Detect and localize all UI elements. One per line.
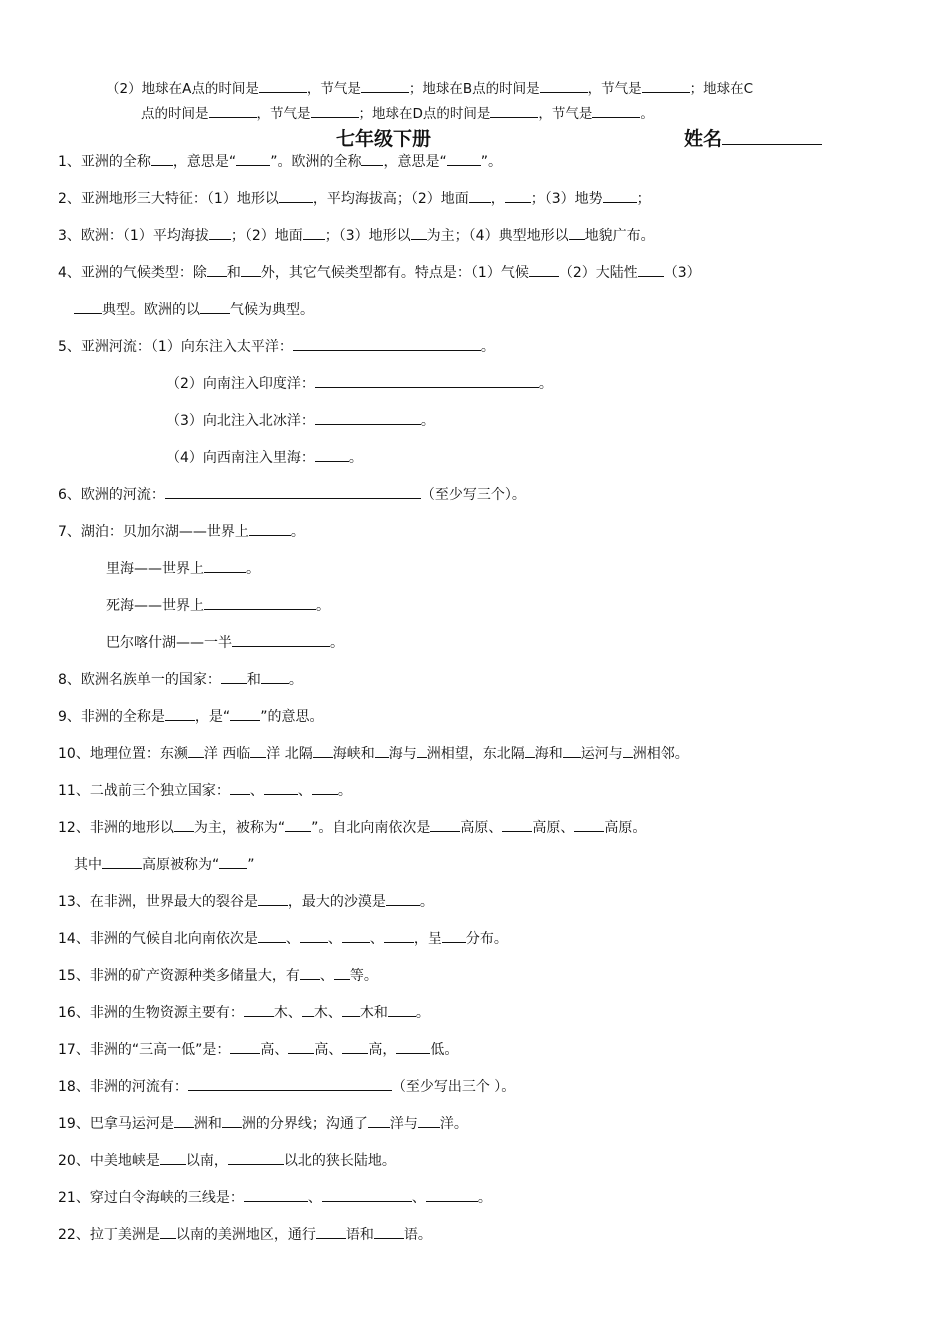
blank[interactable] — [638, 262, 664, 277]
blank[interactable] — [313, 743, 333, 758]
blank[interactable] — [603, 188, 637, 203]
blank[interactable] — [174, 817, 194, 832]
question-8: 8、欧洲名族单一的国家： 和 。 — [58, 669, 303, 690]
blank[interactable] — [374, 1224, 404, 1239]
question-4-line-2: 典型。欧洲的以 气候为典型。 — [74, 299, 314, 320]
blank[interactable] — [259, 78, 307, 93]
blank[interactable] — [502, 817, 532, 832]
blank[interactable] — [642, 78, 690, 93]
blank[interactable] — [258, 928, 286, 943]
question-9: 9、非洲的全称是 ，是“ ”的意思。 — [58, 706, 323, 727]
blank[interactable] — [244, 1187, 308, 1202]
blank[interactable] — [221, 669, 247, 684]
question-1: 1、亚洲的全称 ，意思是“ ”。欧洲的全称 ，意思是“ ”。 — [58, 151, 502, 172]
blank[interactable] — [261, 669, 289, 684]
question-2-line-2: 点的时间是 ，节气是 ；地球在D点的时间是 ，节气是 。 — [141, 103, 654, 124]
blank[interactable] — [623, 743, 633, 758]
question-17: 17、非洲的“三高一低”是： 高、 高、 高， 低。 — [58, 1039, 458, 1060]
question-7-line-1: 7、湖泊：贝加尔湖——世界上 。 — [58, 521, 305, 542]
blank[interactable] — [204, 595, 316, 610]
blank[interactable] — [426, 1187, 478, 1202]
page-title: 七年级下册 — [336, 128, 432, 150]
question-5-line-2: （2）向南注入印度洋： 。 — [166, 373, 553, 394]
blank[interactable] — [232, 632, 330, 647]
name-blank[interactable] — [722, 126, 822, 145]
blank[interactable] — [303, 225, 325, 240]
blank[interactable] — [174, 1113, 194, 1128]
blank[interactable] — [574, 817, 604, 832]
question-20: 20、中美地峡是 以南， 以北的狭长陆地。 — [58, 1150, 396, 1171]
question-5-line-4: （4）向西南注入里海： 。 — [166, 447, 363, 468]
question-5-line-3: （3）向北注入北冰洋： 。 — [166, 410, 435, 431]
blank[interactable] — [293, 336, 481, 351]
question-6: 6、欧洲的河流： （至少写三个）。 — [58, 484, 526, 505]
blank[interactable] — [209, 103, 257, 118]
blank[interactable] — [322, 1187, 412, 1202]
blank[interactable] — [529, 262, 559, 277]
question-4-line-1: 4、亚洲的气候类型：除 和 外，其它气候类型都有。特点是：（1）气候 （2）大陆性 （3） — [58, 262, 701, 283]
blank[interactable] — [160, 1224, 176, 1239]
question-2: 2、亚洲地形三大特征：（1）地形以 ，平均海拔高；（2）地面 ， ；（3）地势 ； — [58, 188, 651, 209]
blank[interactable] — [236, 151, 270, 166]
blank[interactable] — [342, 1002, 360, 1017]
blank[interactable] — [160, 1150, 186, 1165]
blank[interactable] — [165, 706, 195, 721]
blank[interactable] — [288, 1039, 314, 1054]
question-14: 14、非洲的气候自北向南依次是 、 、 、 ，呈 分布。 — [58, 928, 508, 949]
question-7-line-4: 巴尔喀什湖——一半 。 — [106, 632, 344, 653]
question-15: 15、非洲的矿产资源种类多储量大，有 、 等。 — [58, 965, 378, 986]
question-12-line-1: 12、非洲的地形以 为主，被称为“ ”。自北向南依次是 高原、 高原、 高原。 — [58, 817, 646, 838]
blank[interactable] — [200, 299, 230, 314]
blank[interactable] — [569, 225, 585, 240]
blank[interactable] — [316, 1224, 346, 1239]
blank[interactable] — [264, 780, 298, 795]
blank[interactable] — [250, 743, 266, 758]
blank[interactable] — [540, 78, 588, 93]
blank[interactable] — [417, 743, 427, 758]
blank[interactable] — [361, 78, 409, 93]
blank[interactable] — [258, 891, 288, 906]
blank[interactable] — [312, 780, 338, 795]
blank[interactable] — [285, 817, 311, 832]
name-label: 姓名 — [684, 128, 723, 150]
blank[interactable] — [490, 103, 538, 118]
blank[interactable] — [228, 1150, 284, 1165]
blank[interactable] — [151, 151, 173, 166]
blank[interactable] — [388, 1002, 416, 1017]
blank[interactable] — [230, 780, 250, 795]
question-7-line-3: 死海——世界上 。 — [106, 595, 330, 616]
blank[interactable] — [315, 447, 349, 462]
question-11: 11、二战前三个独立国家： 、 、 。 — [58, 780, 352, 801]
question-3: 3、欧洲：（1）平均海拔 ；（2）地面 ；（3）地形以 为主；（4）典型地形以 地貌广布。 — [58, 225, 655, 246]
blank[interactable] — [430, 817, 460, 832]
blank[interactable] — [505, 188, 531, 203]
blank[interactable] — [386, 891, 420, 906]
question-5-line-1: 5、亚洲河流：（1）向东注入太平洋： 。 — [58, 336, 495, 357]
name-field — [684, 126, 822, 152]
blank[interactable] — [188, 1076, 392, 1091]
blank[interactable] — [219, 854, 247, 869]
blank[interactable] — [209, 225, 231, 240]
blank[interactable] — [469, 188, 491, 203]
question-22: 22、拉丁美洲是 以南的美洲地区，通行 语和 语。 — [58, 1224, 432, 1245]
blank[interactable] — [447, 151, 481, 166]
blank[interactable] — [230, 706, 260, 721]
question-12-line-2: 其中 高原被称为“ ” — [74, 854, 255, 875]
blank[interactable] — [300, 928, 328, 943]
blank[interactable] — [315, 373, 539, 388]
blank[interactable] — [411, 225, 427, 240]
blank[interactable] — [244, 1002, 274, 1017]
question-21: 21、穿过白令海峡的三线是： 、 、 。 — [58, 1187, 492, 1208]
question-19: 19、巴拿马运河是 洲和 洲的分界线；沟通了 洋与 洋。 — [58, 1113, 468, 1134]
blank[interactable] — [74, 299, 102, 314]
blank[interactable] — [207, 262, 227, 277]
blank[interactable] — [241, 262, 261, 277]
blank[interactable] — [384, 928, 414, 943]
blank[interactable] — [249, 521, 291, 536]
blank[interactable] — [375, 743, 389, 758]
blank[interactable] — [334, 965, 350, 980]
question-2-line-1: （2）地球在A点的时间是 ，节气是 ；地球在B点的时间是 ，节气是 ；地球在C — [106, 78, 753, 99]
blank[interactable] — [311, 103, 359, 118]
blank[interactable] — [525, 743, 535, 758]
blank[interactable] — [300, 965, 320, 980]
blank[interactable] — [368, 1113, 390, 1128]
blank[interactable] — [563, 743, 581, 758]
blank[interactable] — [230, 1039, 260, 1054]
question-10: 10、地理位置：东濒 洋 西临 洋 北隔 海峡和 海与 洲相望，东北隔 海和 运河与 洲相邻。 — [58, 743, 689, 764]
blank[interactable] — [279, 188, 313, 203]
blank[interactable] — [342, 1039, 368, 1054]
blank[interactable] — [102, 854, 142, 869]
blank[interactable] — [396, 1039, 430, 1054]
blank[interactable] — [418, 1113, 440, 1128]
question-13: 13、在非洲，世界最大的裂谷是 ，最大的沙漠是 。 — [58, 891, 434, 912]
blank[interactable] — [592, 103, 640, 118]
blank[interactable] — [442, 928, 466, 943]
blank[interactable] — [222, 1113, 242, 1128]
blank[interactable] — [204, 558, 246, 573]
blank[interactable] — [315, 410, 421, 425]
blank[interactable] — [302, 1002, 314, 1017]
blank[interactable] — [188, 743, 204, 758]
question-16: 16、非洲的生物资源主要有： 木、 木、 木和 。 — [58, 1002, 430, 1023]
question-7-line-2: 里海——世界上 。 — [106, 558, 260, 579]
blank[interactable] — [165, 484, 421, 499]
blank[interactable] — [361, 151, 383, 166]
blank[interactable] — [342, 928, 370, 943]
question-18: 18、非洲的河流有： （至少写出三个 ）。 — [58, 1076, 515, 1097]
